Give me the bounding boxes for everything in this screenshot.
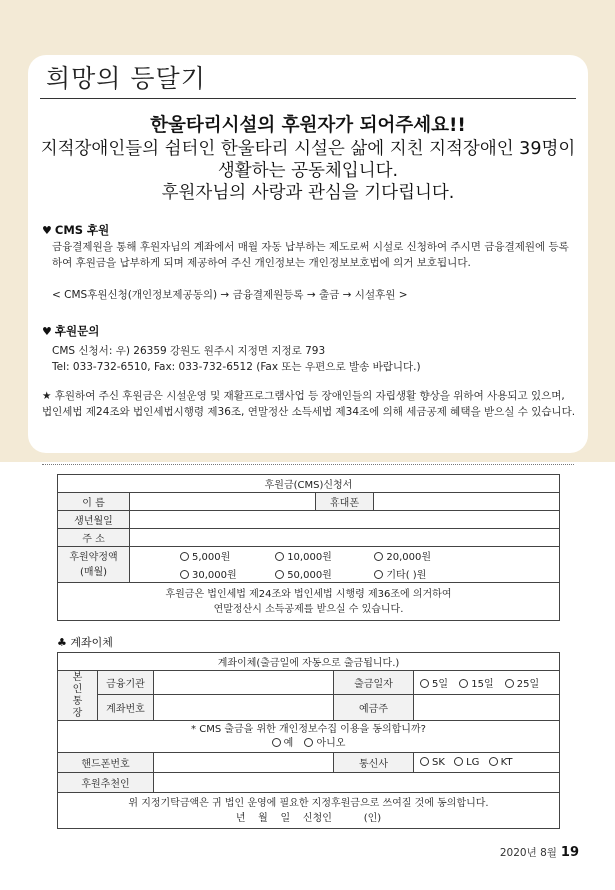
radio-icon: [275, 570, 284, 579]
radio-icon: [374, 570, 383, 579]
date-label: 출금일자: [334, 671, 414, 695]
inquiry-contact: Tel: 033-732-6510, Fax: 033-732-6512 (Fax 또는 우편으로 발송 바랍니다.): [52, 361, 421, 373]
option-day-25[interactable]: 25일: [505, 679, 539, 690]
carrier-lg[interactable]: LG: [454, 757, 479, 768]
carrier-options: [414, 753, 560, 773]
title-divider: [40, 98, 576, 99]
amount-options-row-1: [130, 547, 560, 565]
radio-icon: [304, 738, 313, 747]
amount-options-row-2: [130, 565, 560, 583]
mobile-field[interactable]: [154, 753, 334, 773]
address-label: 주 소: [58, 529, 130, 547]
radio-icon: [420, 757, 429, 766]
radio-icon: [454, 757, 463, 766]
page-title: 희망의 등달기: [46, 64, 206, 93]
radio-icon: [180, 570, 189, 579]
form-notice: 후원금은 법인세법 제24조와 법인세법 시행령 제36조에 의거하여 연말정산시 소득공제를 받으실 수 있습니다.: [58, 583, 560, 621]
inquiry-heading: ♥ 후원문의: [42, 324, 100, 338]
star-icon: ★: [42, 390, 52, 402]
cms-flow: < CMS후원신청(개인정보제공동의) → 금융결제원등록 → 출금 → 시설후원 >: [52, 289, 408, 301]
name-label: 이 름: [58, 493, 130, 511]
phone-label: 휴대폰: [316, 493, 374, 511]
page-number: 19: [560, 845, 579, 860]
issue-date: 2020년 8월: [499, 847, 557, 859]
page-footer: [500, 845, 579, 860]
account-field[interactable]: [154, 695, 334, 721]
form-title: 후원금(CMS)신청서: [58, 475, 560, 493]
referrer-label: 후원추천인: [58, 773, 154, 793]
referrer-field[interactable]: [154, 773, 560, 793]
own-account-label: 본 인 통 장: [58, 671, 98, 721]
radio-icon: [489, 757, 498, 766]
option-20000[interactable]: 20,000원: [374, 548, 431, 563]
account-label: 계좌번호: [98, 695, 154, 721]
consent-no[interactable]: 아니오: [304, 738, 345, 749]
radio-icon: [180, 552, 189, 561]
cut-line: [42, 464, 574, 465]
address-field[interactable]: [130, 529, 560, 547]
info-card: [28, 55, 588, 453]
intro-line-3: 생활하는 공동체입니다.: [217, 161, 399, 181]
date-options: [414, 671, 560, 695]
club-icon: ♣: [57, 636, 67, 649]
bank-field[interactable]: [154, 671, 334, 695]
amount-label: 후원약정액 (매월): [58, 547, 130, 583]
birth-label: 생년월일: [58, 511, 130, 529]
holder-label: 예금주: [334, 695, 414, 721]
heart-icon: ♥: [42, 224, 52, 237]
option-day-5[interactable]: 5일: [420, 679, 448, 690]
cms-body: 금융결제원을 통해 후원자님의 계좌에서 매월 자동 납부하는 제도로써 시설로 신청하여 주시면 금융결제원에 등록하여 후원금을 납부하게 되며 제공하여 주신 개인정보는 개인정보보호법에 의거 보호됩니다.: [52, 241, 569, 269]
carrier-kt[interactable]: KT: [489, 757, 513, 768]
option-day-15[interactable]: 15일: [459, 679, 493, 690]
radio-icon: [420, 679, 429, 688]
phone-field[interactable]: [374, 493, 560, 511]
intro-line-4: 후원자님의 사랑과 관심을 기다립니다.: [161, 183, 455, 203]
intro-headline: 한울타리시설의 후원자가 되어주세요!!: [150, 115, 466, 136]
tax-note: ★ 후원하여 주신 후원금은 시설운영 및 재활프로그램사업 등 장애인들의 자립생활 향상을 위하여 사용되고 있으며, 법인세법 제24조와 법인세법시행령 제36조, 연말정산 소득세법 제34조에 의해 세금공제 혜택을 받으실 수 있습니다.: [42, 390, 576, 418]
radio-icon: [275, 552, 284, 561]
radio-icon: [272, 738, 281, 747]
radio-icon: [459, 679, 468, 688]
transfer-form: [57, 652, 560, 829]
option-30000[interactable]: 30,000원: [180, 566, 272, 581]
heart-icon: ♥: [42, 325, 52, 338]
radio-icon: [374, 552, 383, 561]
holder-field[interactable]: [414, 695, 560, 721]
transfer-title: 계좌이체(출금일에 자동으로 출금됩니다.): [58, 653, 560, 671]
option-other[interactable]: 기타( )원: [374, 566, 426, 581]
birth-field[interactable]: [130, 511, 560, 529]
agreement-row: 위 지정기탁금액은 귀 법인 운영에 필요한 지정후원금으로 쓰여질 것에 동의합니다. 년 월 일 신청인 (인): [58, 793, 560, 829]
signature-line: 년 월 일 신청인 (인): [235, 812, 382, 824]
consent-row: * CMS 출금을 위한 개인정보수집 이용을 동의합니까? 예 아니오: [58, 721, 560, 753]
inquiry-address: CMS 신청서: 우) 26359 강원도 원주시 지정면 지정로 793: [52, 345, 326, 357]
transfer-heading: ♣ 계좌이체: [57, 636, 113, 649]
option-10000[interactable]: 10,000원: [275, 548, 371, 563]
carrier-label: 통신사: [334, 753, 414, 773]
mobile-label: 핸드폰번호: [58, 753, 154, 773]
intro-line-2: 지적장애인들의 쉼터인 한울타리 시설은 삶에 지친 지적장애인 39명이: [40, 139, 576, 159]
bank-label: 금융기관: [98, 671, 154, 695]
option-5000[interactable]: 5,000원: [180, 548, 272, 563]
radio-icon: [505, 679, 514, 688]
name-field[interactable]: [130, 493, 316, 511]
cms-application-form: [57, 474, 560, 621]
option-50000[interactable]: 50,000원: [275, 566, 371, 581]
cms-heading: ♥ CMS 후원: [42, 223, 110, 237]
consent-yes[interactable]: 예: [272, 738, 294, 749]
carrier-sk[interactable]: SK: [420, 757, 445, 768]
